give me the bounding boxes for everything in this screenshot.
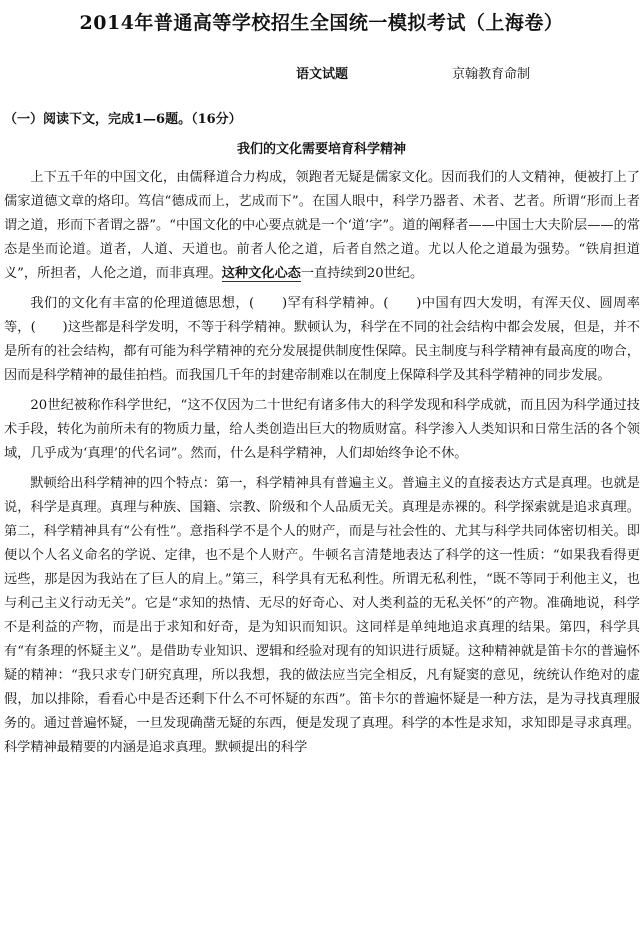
paragraph-1-text: 上下五千年的中国文化，由儒释道合力构成，领跑者无疑是儒家文化。因而我们的人文精神，便被打上了儒家道德文章的烙印。笃信“德成而上，艺成而下”。在国人眼中，科学乃器者、术者、艺者。所谓“形而上者谓之道，形而下者谓之器”。“中国文化的中心要点就是一个‘道’字”。道的阐释者——中国士大夫阶层——的常态是坐而论道。道者，人道、天道也。前者人伦之道，后者自然之道。尤以人伦之道最为强势。“铁肩担道义”，所担者，人伦之道，而非真理。 bbox=[4, 170, 640, 281]
paragraph-3: 20世纪被称作科学世纪，“这不仅因为二十世纪有诸多伟大的科学发现和科学成就，而且因为科学通过技术手段，转化为前所未有的物质力量，给人类创造出巨大的物质财富。科学渗入人类知识和日常生活的各个领域，几乎成为‘真理’的代名词”。然而，什么是科学精神，人们却始终争论不休。 bbox=[4, 398, 640, 461]
paragraph-4: 默顿给出科学精神的四个特点：第一，科学精神具有普遍主义。普遍主义的直接表达方式是真理。也就是说，科学是真理。真理与种族、国籍、宗教、阶级和个人品质无关。真理是赤裸的。科学探索就是追求真理。第二，科学精神具有“公有性”。意指科学不是个人的财产，而是与社会性的、尤其与科学共同体密切相关。即便以个人名义命名的学说、定律，也不是个人财产。牛顿名言清楚地表达了科学的这一性质：“如果我看得更远些，那是因为我站在了巨人的肩上。”第三，科学具有无私利性。所谓无私利性，“既不等同于利他主义，也与利己主义行动无关”。它是“求知的热情、无尽的好奇心、对人类利益的无私关怀”的产物。准确地说，科学不是利益的产物，而是出于求知和好奇，是为知识而知识。这同样是单纯地追求真理的结果。第四，科学具有“有条理的怀疑主义”。是借助专业知识、逻辑和经验对现有的知识进行质疑。这种精神就是笛卡尔的普遍怀疑的精神：“我只求专门研究真理，所以我想，我的做法应当完全相反，凡有疑窦的意见，统统认作绝对的虚假，加以排除，看看心中是否还剩下什么不可怀疑的东西”。笛卡尔的普遍怀疑是一种方法，是为寻找真理服务的。通过普遍怀疑，一旦发现确凿无疑的东西，便是发现了真理。科学的本性是求知，求知即是寻求真理。科学精神最精要的内涵是追求真理。默顿提出的科学 bbox=[4, 476, 640, 755]
paragraph-1 bbox=[4, 166, 640, 286]
section-heading: （一）阅读下文，完成1—6题。（16分） bbox=[4, 112, 242, 127]
paragraph-1-tail: 一直持续到20世纪。 bbox=[300, 266, 424, 281]
subtitle-row bbox=[0, 63, 643, 83]
exam-title: 2014年普通高等学校招生全国统一模拟考试（上海卷） bbox=[79, 12, 564, 34]
article-title: 我们的文化需要培育科学精神 bbox=[236, 142, 406, 157]
underlined-phrase: 这种文化心态 bbox=[221, 266, 301, 281]
publisher: 京翰教育命制 bbox=[452, 67, 531, 82]
paragraph-2: 我们的文化有丰富的伦理道德思想，( )罕有科学精神。( )中国有四大发明，有浑天仪、圆周率等，( )这些都是科学发明，不等于科学精神。默顿认为，科学在不同的社会结构中都会发展，但是，并不是所有的社会结构，都有可能为科学精神的充分发展提供制度性保障。民主制度与科学精神有最高度的吻合，因而是科学精神的最佳拍档。而我国几千年的封建帝制难以在制度上保障科学及其科学精神的同步发展。 bbox=[4, 296, 640, 383]
paper-name: 语文试题 bbox=[296, 67, 349, 82]
article-body bbox=[4, 166, 640, 766]
